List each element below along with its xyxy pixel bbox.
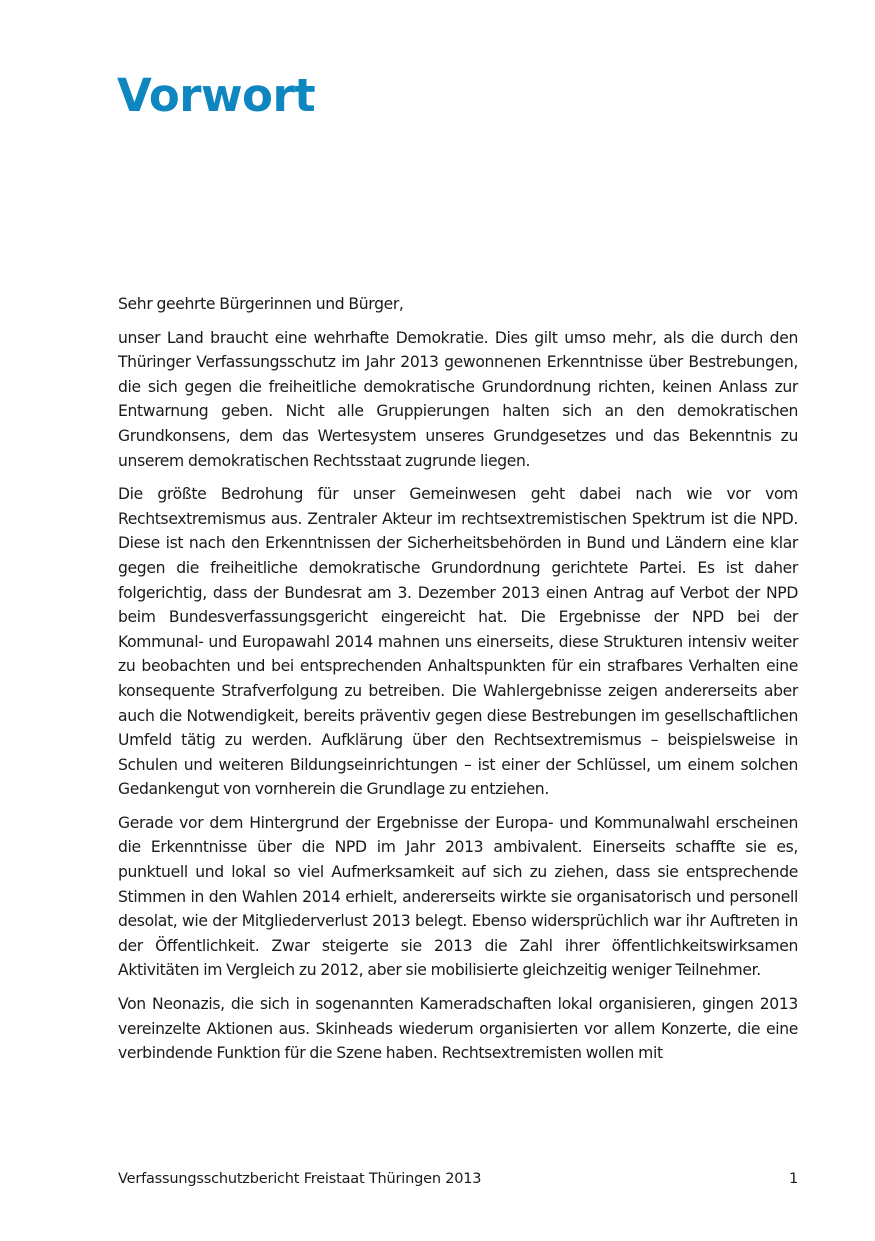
salutation: Sehr geehrte Bürgerinnen und Bürger,: [118, 295, 404, 313]
page-number: 1: [788, 1171, 798, 1187]
page-title: Vorwort: [117, 69, 316, 122]
body-text: [118, 292, 798, 1075]
paragraph: Gerade vor dem Hintergrund der Ergebnisse der Europa- und Kommunalwahl erscheinen die Erkenntnisse über die NPD im Jahr 2013 ambivalent. Einerseits schaffte sie es, punktuell und lokal so viel Aufmerksamkeit auf sich zu ziehen, dass sie entsprechende Stimmen in den Wahlen 2014 erhielt, andererseits wirkte sie organisatorisch und personell desolat, wie der Mitgliederverlust 2013 belegt. Ebenso widersprüchlich war ihr Auftreten in der Öffentlichkeit. Zwar steigerte sie 2013 die Zahl ihrer öffentlichkeitswirksamen Aktivitäten im Vergleich zu 2012, aber sie mobilisierte gleichzeitig weniger Teilnehmer.: [118, 813, 798, 980]
footer-publication-title: Verfassungsschutzbericht Freistaat Thüringen 2013: [118, 1171, 482, 1187]
page-footer: [118, 1169, 798, 1189]
paragraph: Die größte Bedrohung für unser Gemeinwesen geht dabei nach wie vor vom Rechtsextremismus aus. Zentraler Akteur im rechtsextremistischen Spektrum ist die NPD. Diese ist nach den Erkenntnissen der Sicherheitsbehörden in Bund und Ländern eine klar gegen die freiheitliche demokratische Grundordnung gerichtete Partei. Es ist daher folgerichtig, dass der Bundesrat am 3. Dezember 2013 einen Antrag auf Verbot der NPD beim Bundesverfassungsgericht eingereicht hat. Die Ergebnisse der NPD bei der Kommunal- und Europawahl 2014 mahnen uns einerseits, diese Strukturen intensiv weiter zu beobachten und bei entsprechenden Anhaltspunkten für ein strafbares Verhalten eine konsequente Strafverfolgung zu betreiben. Die Wahlergebnisse zeigen andererseits aber auch die Notwendigkeit, bereits präventiv gegen diese Bestrebungen im gesellschaftlichen Umfeld tätig zu werden. Aufklärung über den Rechtsextremismus – beispielsweise in Schulen und weiteren Bildungseinrichtungen – ist einer der Schlüssel, um einem solchen Gedankengut von vornherein die Grundlage zu entziehen.: [118, 485, 798, 799]
paragraph: Von Neonazis, die sich in sogenannten Kameradschaften lokal organisieren, gingen 2013 vereinzelte Aktionen aus. Skinheads wiederum organisierten vor allem Konzerte, die eine verbindende Funktion für die Szene haben. Rechtsextremisten wollen mit: [118, 995, 798, 1063]
paragraph: unser Land braucht eine wehrhafte Demokratie. Dies gilt umso mehr, als die durch den Thüringer Verfassungsschutz im Jahr 2013 gewonnenen Erkenntnisse über Bestrebungen, die sich gegen die freiheitliche demokratische Grundordnung richten, keinen Anlass zur Entwarnung geben. Nicht alle Gruppierungen halten sich an den demokratischen Grundkonsens, dem das Wertesystem unseres Grundgesetzes und das Bekenntnis zu unserem demokratischen Rechtsstaat zugrunde liegen.: [118, 328, 798, 470]
